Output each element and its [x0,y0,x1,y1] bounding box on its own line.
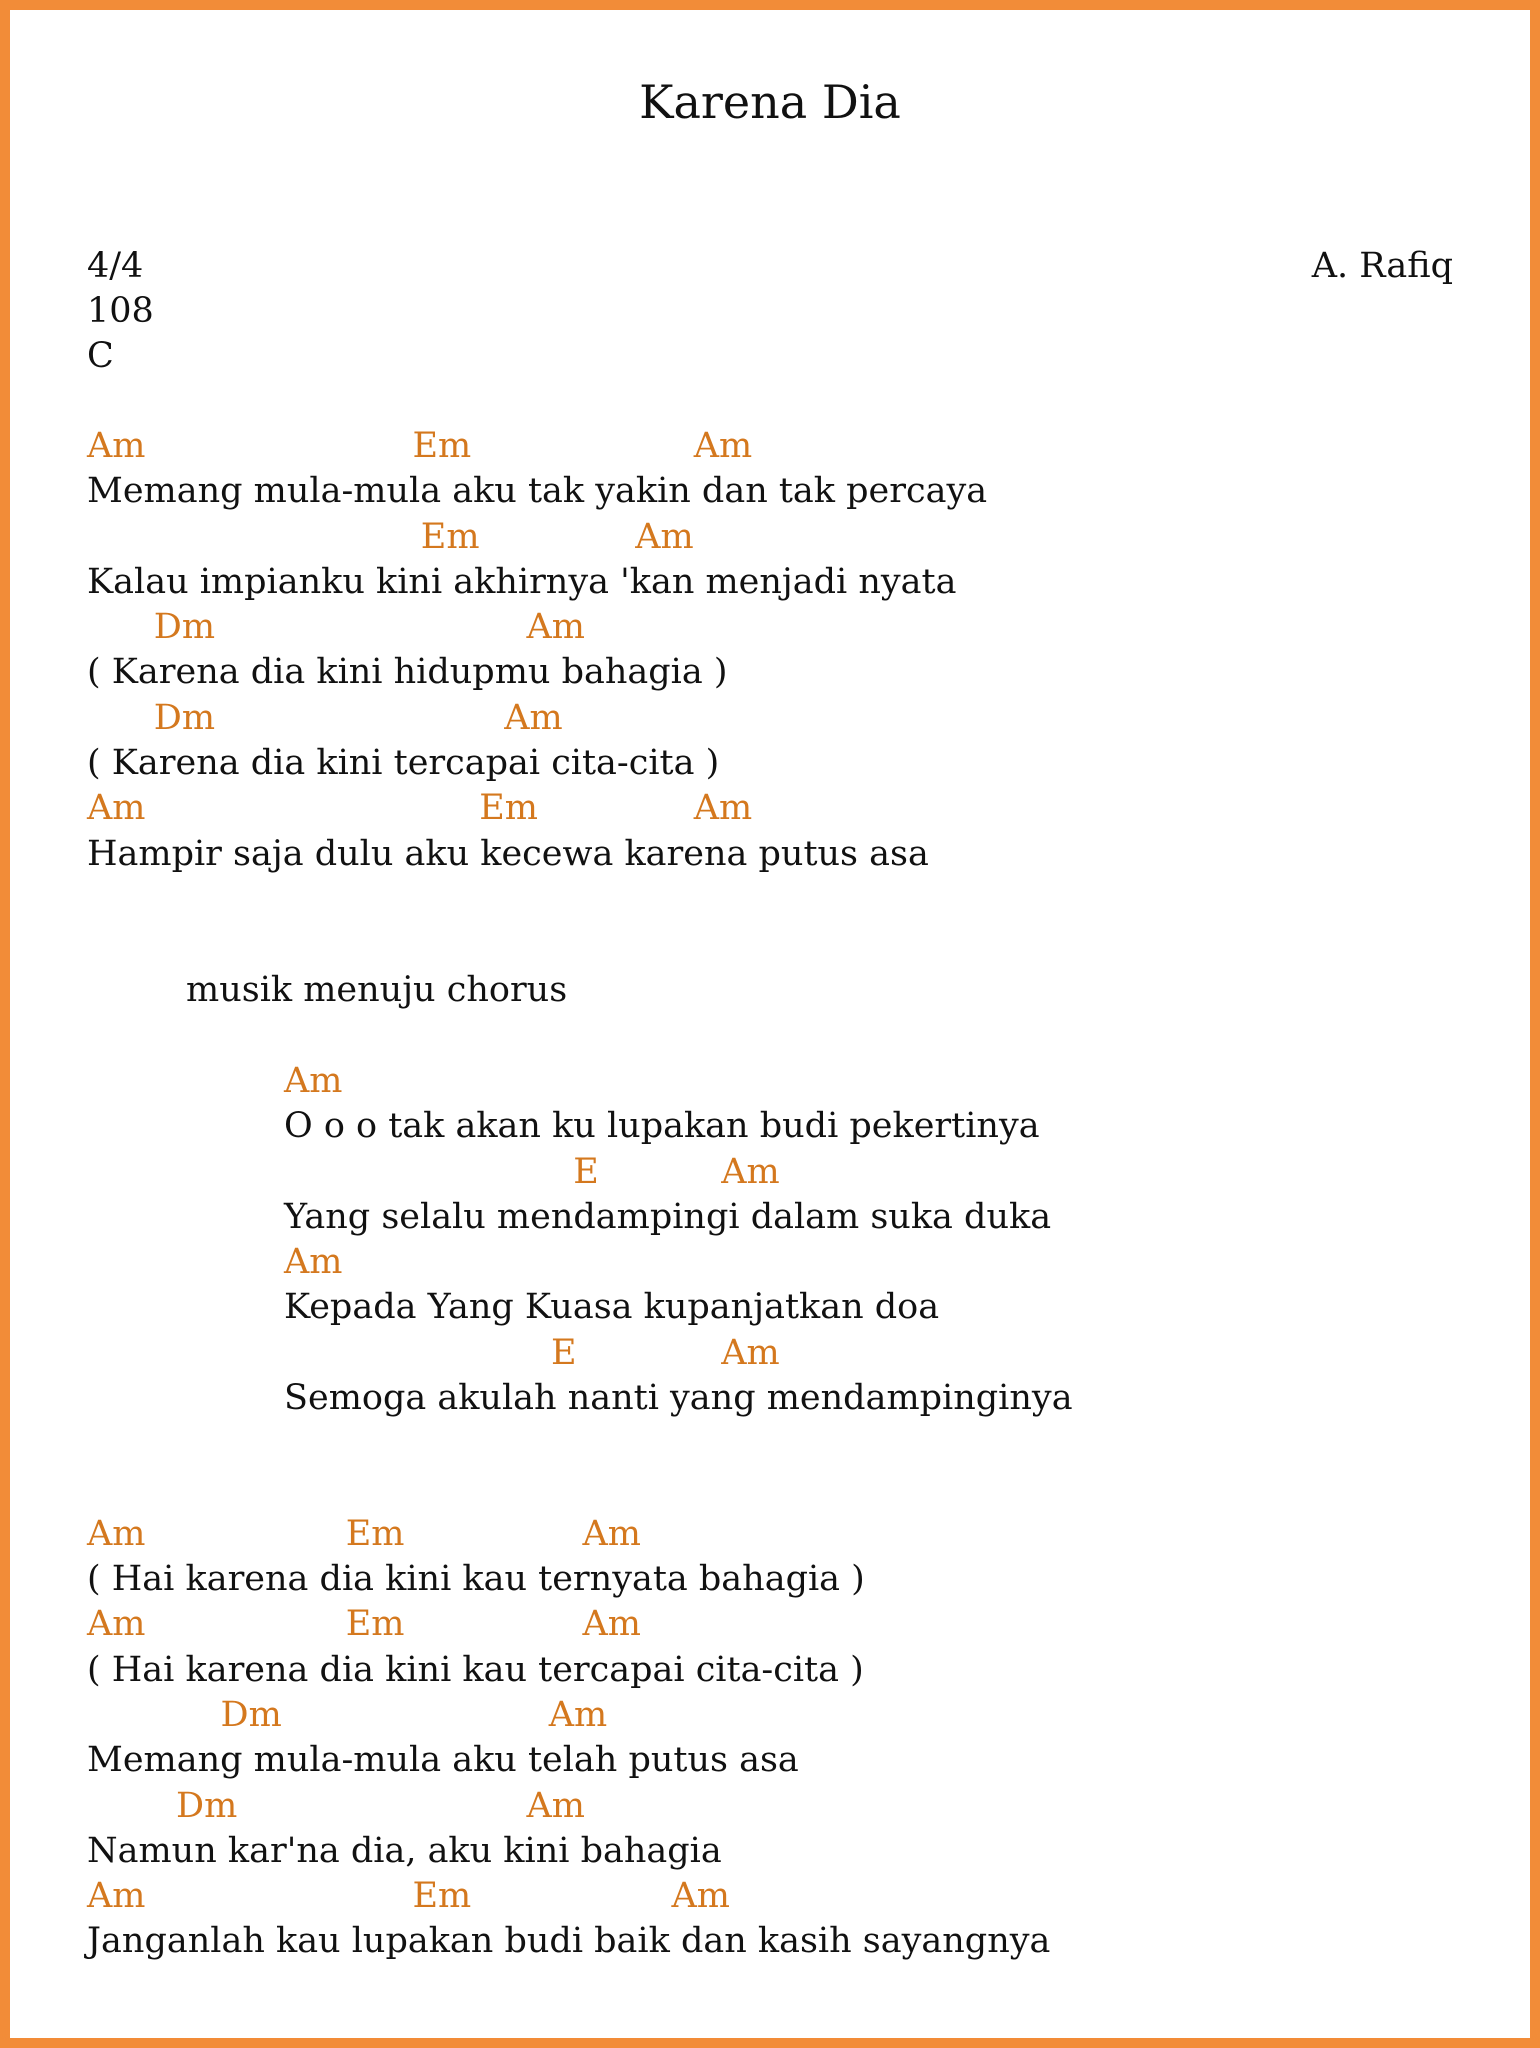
chord-line: Am [284,1242,343,1282]
lyric-line: Hampir saja dulu aku kecewa karena putus asa [87,834,929,874]
lyric-line: ( Hai karena dia kini kau tercapai cita-cita ) [87,1650,864,1690]
chord-line: Am Em Am [87,1604,641,1644]
song-title: Karena Dia [639,75,901,129]
chord-line: Am Em Am [87,788,753,828]
lyric-line: ( Karena dia kini hidupmu bahagia ) [87,652,728,692]
chord-line: Dm Am [87,1786,585,1826]
time-signature: 4/4 [87,246,144,286]
chord-line: Dm Am [87,607,585,647]
lyric-line: Kepada Yang Kuasa kupanjatkan doa [284,1287,940,1327]
lyric-line: ( Karena dia kini tercapai cita-cita ) [87,743,720,783]
lyric-line: Kalau impianku kini akhirnya 'kan menjadi nyata [87,562,957,602]
chord-line: Am [284,1061,343,1101]
chord-line: E Am [284,1152,780,1192]
chord-line: Am Em Am [87,426,753,466]
lyric-line: Namun kar'na dia, aku kini bahagia [87,1831,722,1871]
interlude-note: musik menuju chorus [186,970,568,1010]
lyric-line: ( Hai karena dia kini kau ternyata bahagia ) [87,1559,865,1599]
lyric-line: Memang mula-mula aku telah putus asa [87,1740,799,1780]
lyric-line: O o o tak akan ku lupakan budi pekertinya [284,1106,1040,1146]
lyric-line: Memang mula-mula aku tak yakin dan tak percaya [87,471,988,511]
key: C [87,336,114,376]
lyric-line: Semoga akulah nanti yang mendampinginya [284,1378,1073,1418]
chord-line: Dm Am [87,698,563,738]
chord-line: Dm Am [87,1695,608,1735]
chord-line: E Am [284,1333,780,1373]
lyric-line: Yang selalu mendampingi dalam suka duka [284,1197,1052,1237]
tempo: 108 [87,291,154,331]
chord-line: Am Em Am [87,1514,641,1554]
chord-line: Em Am [87,517,694,557]
lyric-line: Janganlah kau lupakan budi baik dan kasih sayangnya [87,1921,1051,1961]
chord-line: Am Em Am [87,1876,730,1916]
composer: A. Rafiq [1311,246,1453,286]
